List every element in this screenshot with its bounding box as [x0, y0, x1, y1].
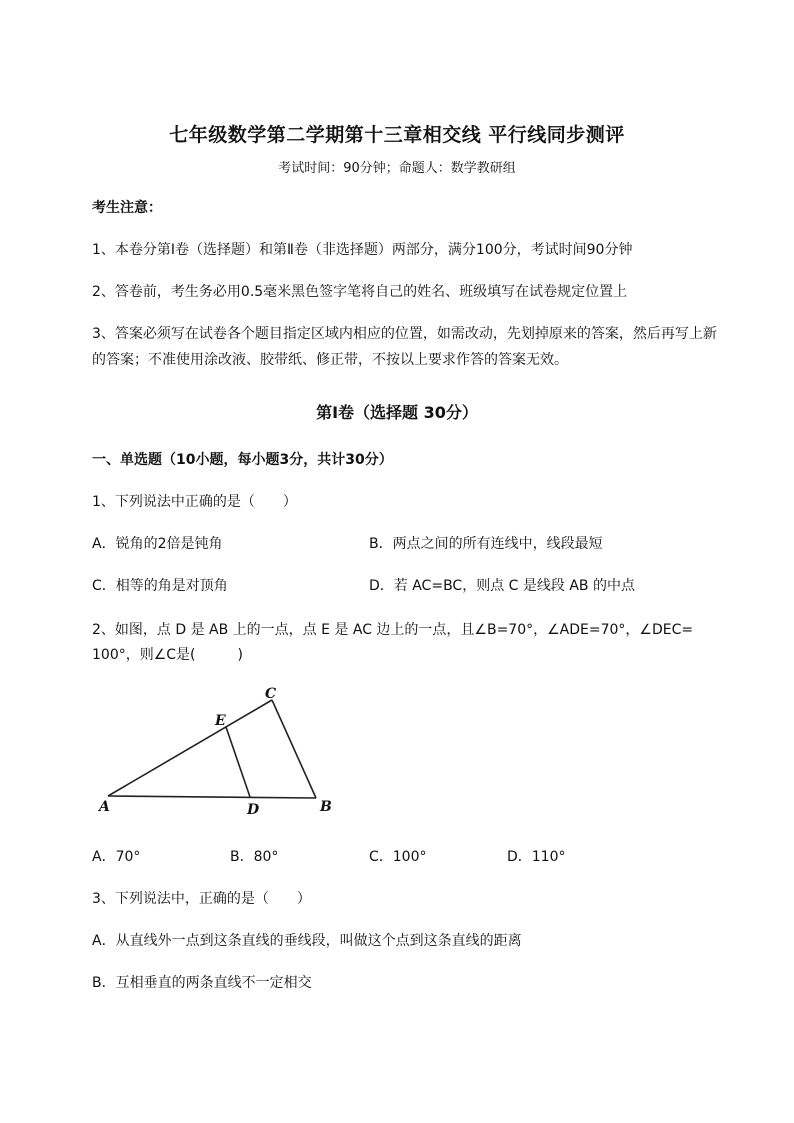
notice-heading: 考生注意：	[92, 200, 162, 216]
q2-option-b: B．80°	[230, 849, 279, 865]
part1-title: 第I卷（选择题 30分）	[316, 403, 478, 422]
q2-stem-line1: 2、如图，点 D 是 AB 上的一点，点 E 是 AC 边上的一点，且∠B=70°，∠ADE=70°，∠DEC=	[92, 622, 694, 638]
q3-option-a: A．从直线外一点到这条直线的垂线段，叫做这个点到这条直线的距离	[92, 933, 522, 949]
exam-title: 七年级数学第二学期第十三章相交线 平行线同步测评	[169, 124, 625, 146]
exam-subtitle: 考试时间：90分钟；命题人：数学教研组	[278, 161, 516, 176]
label-c: C	[265, 686, 277, 702]
q1-option-a: A．锐角的2倍是钝角	[92, 536, 223, 552]
q2-option-c: C．100°	[369, 849, 427, 865]
q2-triangle-figure	[90, 680, 350, 830]
q1-option-c: C．相等的角是对顶角	[92, 578, 228, 594]
q2-option-a: A．70°	[92, 849, 141, 865]
segment-cb	[272, 700, 316, 798]
q3-stem: 3、下列说法中，正确的是（ ）	[92, 891, 311, 907]
label-b: B	[320, 799, 332, 815]
q2-option-d: D．110°	[507, 849, 566, 865]
notice-item-3-cont: 的答案；不准使用涂改液、胶带纸、修正带，不按以上要求作答的答案无效。	[92, 352, 568, 368]
q1-option-b: B．两点之间的所有连线中，线段最短	[369, 536, 603, 552]
notice-item-3: 3、答案必须写在试卷各个题目指定区域内相应的位置，如需改动，先划掉原来的答案，然后再写上新	[92, 326, 717, 342]
q3-option-b: B．互相垂直的两条直线不一定相交	[92, 975, 312, 991]
q2-stem-line2: 100°，则∠C是( )	[92, 647, 243, 663]
label-a: A	[99, 799, 110, 815]
notice-item-1: 1、本卷分第I卷（选择题）和第Ⅱ卷（非选择题）两部分，满分100分，考试时间90分钟	[92, 242, 633, 258]
q1-stem: 1、下列说法中正确的是（ ）	[92, 494, 297, 510]
label-d: D	[247, 802, 260, 818]
label-e: E	[215, 713, 226, 729]
section-heading: 一、单选题（10小题，每小题3分，共计30分）	[92, 452, 393, 468]
segment-ac	[108, 700, 272, 796]
segment-ab	[108, 796, 316, 798]
segment-ed	[226, 727, 250, 797]
q1-option-d: D．若 AC=BC，则点 C 是线段 AB 的中点	[369, 578, 635, 594]
notice-item-2: 2、答卷前，考生务必用0.5毫米黑色签字笔将自己的姓名、班级填写在试卷规定位置上	[92, 284, 628, 300]
